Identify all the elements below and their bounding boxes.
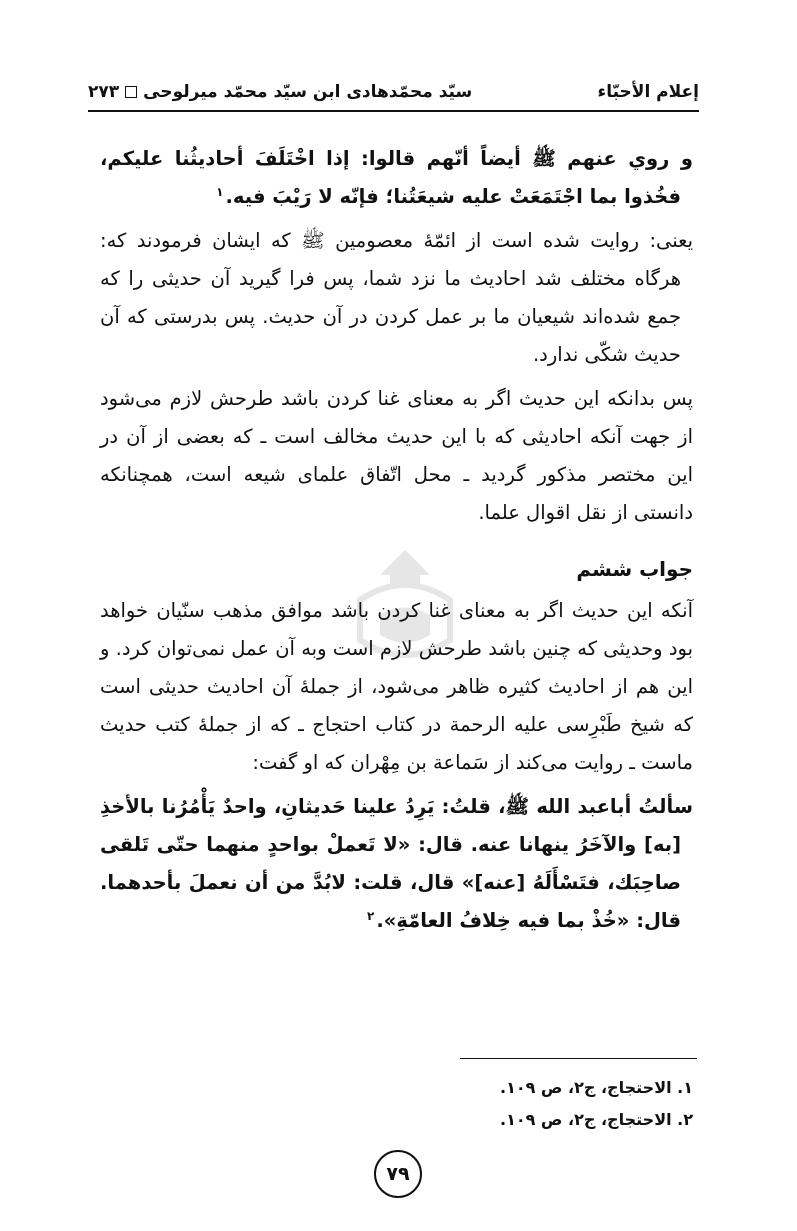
paragraph-text: و روي عنهم ﷺ أيضاً أنّهم قالوا: إذا اخْتَلَفَ أحاديثُنا عليكم، فخُذوا بما اجْتَمَعَتْ عليه شيعَتُنا؛ فإنّه لا رَيْبَ فيه. (100, 147, 693, 208)
running-head-author: سيّد محمّدهادى ابن سيّد محمّد ميرلوحى (143, 82, 473, 102)
paragraph-text: آنكه اين حديث اگر به معناى غنا كردن باشد موافق مذهب سنّيان خواهد بود وحديثى كه چنين باشد طرحش لازم است وبه آن عمل نمى‌توان كرد. و اين هم از احاديث كثيره ظاهر مى‌شود، از جملهٔ آن احاديث حديثى است كه شيخ طَبْرِسى عليه الرحمة در كتاب احتجاج ـ كه از جملهٔ كتب حديث ماست ـ روايت مى‌كند از سَماعة بن مِهْران كه او گفت: (100, 599, 693, 774)
footnote-item: ۱. الاحتجاج، ج۲، ص ۱۰۹. (499, 1078, 693, 1097)
footnote-marker: ۲ (366, 908, 375, 923)
persian-translation-paragraph (100, 222, 693, 374)
page-header (88, 82, 699, 108)
arabic-hadith-paragraph (100, 788, 693, 940)
arabic-hadith-paragraph (100, 140, 693, 216)
running-head-page: ۲۷۳ (88, 82, 120, 102)
page-body (100, 140, 693, 946)
body-paragraph (100, 380, 693, 532)
book-title: إعلام الأحبّاء (597, 82, 699, 102)
footnotes (293, 1072, 693, 1136)
paragraph-text: سألتُ أباعبد الله ﷺ، قلتُ: يَرِدُ علينا حَديثانِ، واحدٌ يَأْمُرُنا بالأخذِ [به] والآخَرُ ينهانا عنه. قال: «لا تَعملْ بواحدٍ منهما حتّى تَلقى صاحِبَك، فتَسْأَلَهُ [عنه]» قال، قلت: لابُدَّ من أن نعملَ بأحدهما. قال: «خُذْ بما فيه خِلافُ العامّةِ». (100, 795, 693, 932)
footnote-marker: ۱ (216, 184, 224, 199)
footnote-item: ۲. الاحتجاج، ج۲، ص ۱۰۹. (499, 1110, 693, 1129)
header-rule (88, 110, 699, 112)
section-heading: جواب ششم (576, 557, 693, 581)
paragraph-text: پس بدانكه اين حديث اگر به معناى غنا كردن باشد طرحش لازم مى‌شود از جهت آنكه احاديثى كه با اين حديث مخالف است ـ كه بعضى از آن در اين مختصر مذكور گرديد ـ محل اتّفاق علماى شيعه است، همچنانكه دانستى از نقل اقوال علما. (100, 387, 693, 524)
running-head (88, 82, 472, 102)
body-paragraph (100, 592, 693, 782)
page-number: ۷۹ (374, 1150, 422, 1198)
footnote-rule (460, 1058, 697, 1059)
square-ornament-icon (125, 86, 137, 98)
paragraph-text: يعنى: روايت شده است از ائمّهٔ معصومين ﷺ كه ايشان فرمودند كه: هرگاه مختلف شد احاديث ما نزد شما، پس فرا گيريد آن حديثى را كه جمع شده‌اند شيعيان ما بر عمل كردن در آن حديث. پس بدرستى كه آن حديث شكّى ندارد. (100, 229, 693, 366)
